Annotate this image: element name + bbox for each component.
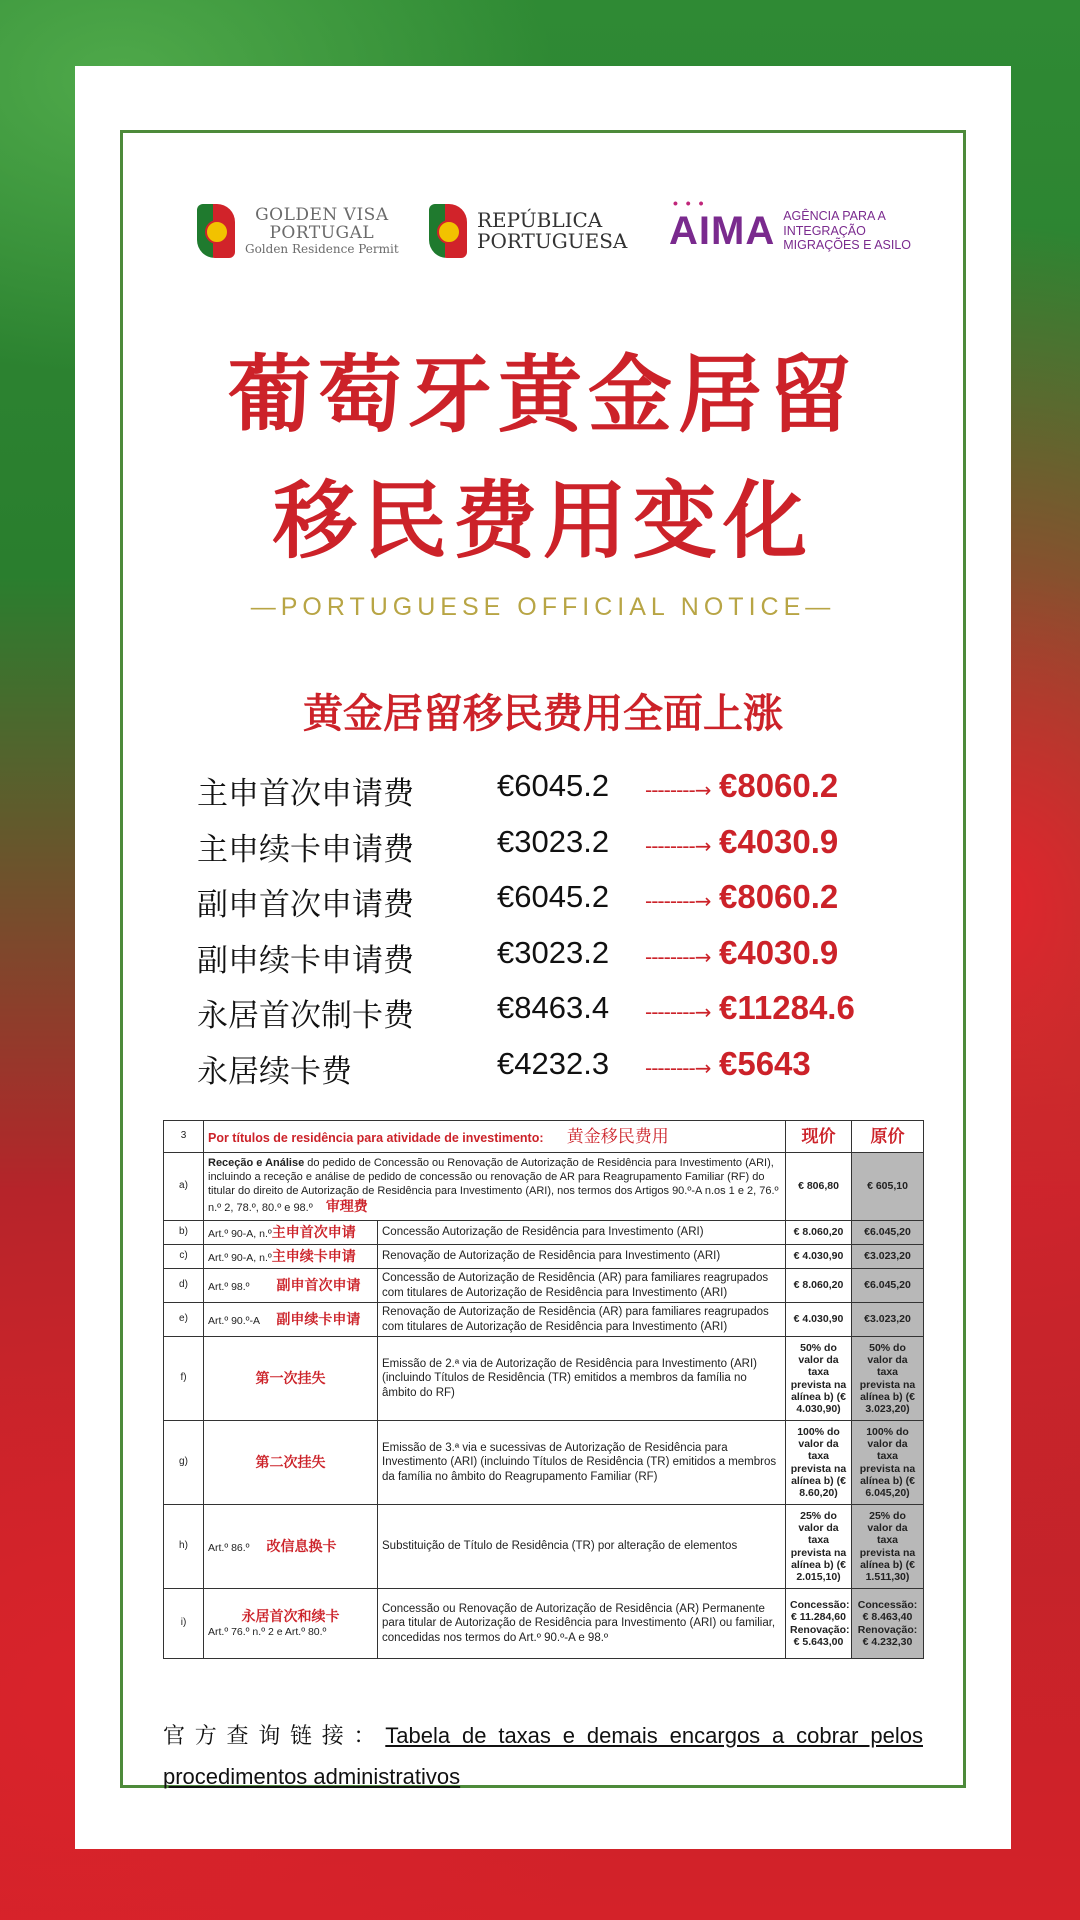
fee-old: €3023.2 xyxy=(497,823,610,859)
headline: 黄金居留移民费用全面上涨 xyxy=(303,691,783,737)
row-art: Art.º 90-A, n.º主申首次申请 xyxy=(204,1221,378,1245)
row-previous: 50% do valor da taxa prevista na alínea b) (€ 3.023,20) xyxy=(852,1337,924,1421)
row-desc: Renovação de Autorização de Residência (AR) para familiares reagrupados com titulares de Autorização de Residência para Investimento (ARI) xyxy=(378,1303,786,1337)
row-art: Art.º 86.º 改信息换卡 xyxy=(204,1505,378,1589)
row-id: i) xyxy=(164,1589,204,1659)
row-zh: 主申续卡申请 xyxy=(271,1247,356,1264)
table-row xyxy=(164,1221,924,1245)
gv-line3: Golden Residence Permit xyxy=(245,242,399,257)
row-zh: 改信息换卡 xyxy=(266,1537,337,1554)
table-row xyxy=(164,1505,924,1589)
arrow-icon: --------→ xyxy=(645,1055,711,1080)
row-previous: € 605,10 xyxy=(852,1153,924,1221)
row-id: b) xyxy=(164,1221,204,1245)
table-row xyxy=(164,1303,924,1337)
arrow-icon: --------→ xyxy=(645,778,711,802)
row-previous: 25% do valor da taxa prevista na alínea b) (€ 1.511,30) xyxy=(852,1505,924,1589)
fee-old: €3023.2 xyxy=(497,934,610,970)
row-art: Art.º 90-A, n.º主申续卡申请 xyxy=(204,1245,378,1269)
header-current: 现价 xyxy=(786,1121,852,1153)
link-label: 官方查询链接： xyxy=(163,1724,386,1749)
fee-name: 副申首次申请费 xyxy=(197,887,414,923)
row-desc: Substituição de Título de Residência (TR) por alteração de elementos xyxy=(378,1505,786,1589)
table-row xyxy=(164,1153,924,1221)
desc-rest: do pedido de Concessão ou Renovação de Autorização de Residência para Investimento (ARI), incluindo a receção e análise de pedido de concessão ou renovação de AR para Reagrupamento Familiar (RF) do titular do direito de Autorização de Residência para Investimento (ARI), nos termos dos Artigos 90.º-A n.os 1 e 2, 76.º n.º 2, 78.º, 80.º e 98.º xyxy=(208,1157,779,1215)
fee-name: 永居首次制卡费 xyxy=(197,998,414,1034)
row-zh: 副申首次申请 xyxy=(276,1276,361,1293)
row-zh: 主申首次申请 xyxy=(271,1223,356,1240)
title-line2: 移民费用变化 xyxy=(272,472,813,570)
header-label: Por títulos de residência para atividade de investimento: xyxy=(208,1130,544,1145)
aima-mark: • • • AIMA xyxy=(669,209,775,254)
fee-row xyxy=(197,931,957,987)
row-previous: €6.045,20 xyxy=(852,1221,924,1245)
aima-logo xyxy=(669,196,911,266)
row-current: € 8.060,20 xyxy=(786,1269,852,1303)
row-zh: 永居首次和续卡 xyxy=(241,1608,340,1625)
table-header-row xyxy=(164,1121,924,1153)
fee-row xyxy=(197,1042,957,1098)
fee-new: €8060.2 xyxy=(719,767,839,804)
row-art: Art.º 90.º-A 副申续卡申请 xyxy=(204,1303,378,1337)
desc-bold: Receção e Análise xyxy=(208,1157,305,1169)
row-art: Art.º 98.º 副申首次申请 xyxy=(204,1269,378,1303)
row-zh: 副申续卡申请 xyxy=(276,1310,361,1327)
table-row xyxy=(164,1421,924,1505)
logo-bar xyxy=(75,196,1011,266)
row-previous: €3.023,20 xyxy=(852,1303,924,1337)
arrow-icon: --------→ xyxy=(645,944,711,969)
row-current: Concessão: € 11.284,60 Renovação: € 5.643,00 xyxy=(786,1589,852,1659)
row-art-cell xyxy=(204,1589,378,1659)
row-desc: Emissão de 2.ª via de Autorização de Residência para Investimento (ARI) (incluindo Títulos de Residência (TR) emitidos a membros da família no âmbito do RF) xyxy=(378,1337,786,1421)
title-line1: 葡萄牙黄金居留 xyxy=(227,346,858,444)
header-label-cell xyxy=(204,1121,786,1153)
official-notice: —PORTUGUESE OFFICIAL NOTICE— xyxy=(250,593,836,621)
row-zh: 审理费 xyxy=(325,1198,368,1215)
row-desc: Concessão ou Renovação de Autorização de Residência (AR) Permanente para titular de Autorização de Residência para Investimento (ARI) ou familiar, concedidas nos termos do Art.º 90.º-A e 98.º xyxy=(378,1589,786,1659)
row-current: € 8.060,20 xyxy=(786,1221,852,1245)
republica-logo xyxy=(429,196,627,266)
row-id: e) xyxy=(164,1303,204,1337)
row-id: f) xyxy=(164,1337,204,1421)
row-id: a) xyxy=(164,1153,204,1221)
fee-row xyxy=(197,820,957,876)
table-row xyxy=(164,1269,924,1303)
row-art: Art.º 76.º n.º 2 e Art.º 80.º xyxy=(208,1625,327,1638)
aima-line3: MIGRAÇÕES E ASILO xyxy=(783,238,912,253)
fee-old: €8463.4 xyxy=(497,990,610,1025)
row-id: d) xyxy=(164,1269,204,1303)
fee-row xyxy=(197,986,957,1042)
rp-line1: REPÚBLICA xyxy=(477,208,603,232)
header-previous: 原价 xyxy=(852,1121,924,1153)
fee-new: €4030.9 xyxy=(719,822,839,860)
row-zh: 第一次挂失 xyxy=(255,1369,326,1386)
arrow-icon: --------→ xyxy=(645,889,711,913)
row-id: g) xyxy=(164,1421,204,1505)
arrow-icon: --------→ xyxy=(645,1000,711,1024)
official-link-row xyxy=(163,1716,923,1798)
fee-old: €6045.2 xyxy=(497,768,610,803)
row-desc: Concessão Autorização de Residência para Investimento (ARI) xyxy=(378,1221,786,1245)
fee-name: 主申首次申请费 xyxy=(197,776,414,812)
row-previous: €6.045,20 xyxy=(852,1269,924,1303)
fee-list xyxy=(197,764,957,1097)
poster-card xyxy=(75,66,1011,1849)
aima-line1: AGÊNCIA PARA A xyxy=(783,209,886,224)
fee-row xyxy=(197,875,957,931)
fee-old: €6045.2 xyxy=(497,879,610,914)
arrow-icon: --------→ xyxy=(645,833,711,858)
official-link[interactable]: Tabela de taxas e demais encargos a cobrar pelos procedimentos administrativos xyxy=(163,1723,923,1789)
row-current: 25% do valor da taxa prevista na alínea b) (€ 2.015,10) xyxy=(786,1505,852,1589)
row-zh: 第二次挂失 xyxy=(255,1453,326,1470)
row-id: c) xyxy=(164,1245,204,1269)
fee-new: €11284.6 xyxy=(719,989,855,1026)
fee-new: €8060.2 xyxy=(719,878,839,915)
row-previous: €3.023,20 xyxy=(852,1245,924,1269)
table-row xyxy=(164,1337,924,1421)
table-row xyxy=(164,1245,924,1269)
row-current: 100% do valor da taxa prevista na alínea b) (€ 8.60,20) xyxy=(786,1421,852,1505)
row-previous: 100% do valor da taxa prevista na alínea b) (€ 6.045,20) xyxy=(852,1421,924,1505)
fee-row xyxy=(197,764,957,820)
fee-name: 副申续卡申请费 xyxy=(197,942,414,979)
aima-line2: INTEGRAÇÃO xyxy=(783,223,866,238)
portugal-flag-icon xyxy=(429,204,467,258)
gv-line2: PORTUGAL xyxy=(269,223,375,244)
portugal-flag-icon xyxy=(197,204,235,258)
row-current: € 4.030,90 xyxy=(786,1303,852,1337)
fee-table xyxy=(163,1120,924,1659)
row-current: 50% do valor da taxa prevista na alínea b) (€ 4.030,90) xyxy=(786,1337,852,1421)
rp-line2: PORTUGUESA xyxy=(477,229,628,253)
row-desc: Emissão de 3.ª via e sucessivas de Autorização de Residência para Investimento (ARI) (incluindo Títulos de Residência (TR) emitidos a membros da família no âmbito do Reagrupamento Familiar (RF) xyxy=(378,1421,786,1505)
table-row xyxy=(164,1589,924,1659)
row-desc xyxy=(204,1153,786,1221)
header-zh: 黄金移民费用 xyxy=(566,1126,669,1146)
row-desc: Concessão de Autorização de Residência (AR) para familiares reagrupados com titulares de Autorização de Residência para Investimento (ARI) xyxy=(378,1269,786,1303)
row-id: h) xyxy=(164,1505,204,1589)
row-desc: Renovação de Autorização de Residência para Investimento (ARI) xyxy=(378,1245,786,1269)
row-zh-cell xyxy=(204,1337,378,1421)
golden-visa-logo xyxy=(197,196,399,266)
gv-line1: GOLDEN VISA xyxy=(255,204,389,225)
row-zh-cell xyxy=(204,1421,378,1505)
row-previous: Concessão: € 8.463,40 Renovação: € 4.232,30 xyxy=(852,1589,924,1659)
fee-old: €4232.3 xyxy=(497,1045,610,1081)
header-num: 3 xyxy=(164,1121,204,1153)
row-current: € 806,80 xyxy=(786,1153,852,1221)
fee-new: €5643 xyxy=(719,1044,811,1082)
row-current: € 4.030,90 xyxy=(786,1245,852,1269)
fee-new: €4030.9 xyxy=(719,933,839,971)
fee-name: 永居续卡费 xyxy=(197,1053,352,1090)
fee-name: 主申续卡申请费 xyxy=(197,831,414,868)
